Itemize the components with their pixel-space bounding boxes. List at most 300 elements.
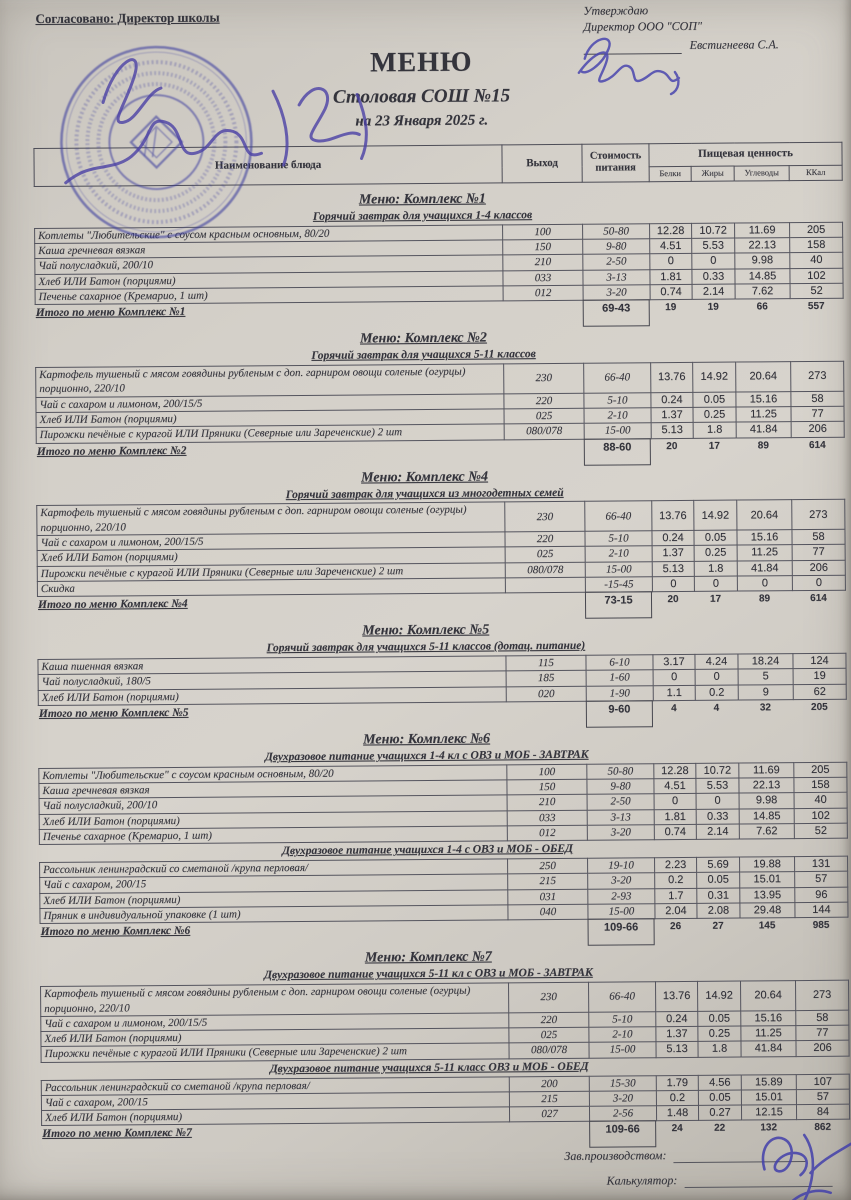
complex-total-carbs: 89 xyxy=(757,439,769,451)
dish-protein: 0 xyxy=(652,576,694,592)
dish-name: Хлеб ИЛИ Батон (порциями) xyxy=(36,409,504,428)
dish-output: 031 xyxy=(508,889,588,905)
menu-complex xyxy=(0,466,851,618)
dish-carbs: 5 xyxy=(738,669,793,685)
dish-cost: 50-80 xyxy=(587,764,654,780)
complex-total-cost: 73-15 xyxy=(585,591,652,619)
dish-name: Печенье сахарное (Кремарио, 1 шт) xyxy=(39,826,507,845)
complex-total-protein: 20 xyxy=(667,594,679,606)
menu-section xyxy=(2,841,851,925)
dish-kcal: 52 xyxy=(790,283,843,299)
complex-total-cost: 88-60 xyxy=(584,438,651,466)
dish-name: Хлеб ИЛИ Батон (порциями) xyxy=(40,890,508,909)
complex-title: Меню: Комплекс №4 xyxy=(361,469,489,486)
school-stamp-icon xyxy=(44,29,276,261)
section-subtitle: Горячий завтрак для учащихся 1-4 классов xyxy=(312,209,533,223)
dish-carbs: 7.62 xyxy=(735,283,790,299)
complex-total-label: Итого по меню Комплекс №2 xyxy=(36,444,187,458)
complex-total-protein: 24 xyxy=(671,1123,683,1135)
dish-cost: 19-10 xyxy=(588,858,655,874)
dish-protein: 5.13 xyxy=(656,1042,698,1058)
dish-cost: 3-13 xyxy=(587,809,654,825)
menu-complex xyxy=(0,620,851,727)
dish-protein: 2.04 xyxy=(655,903,697,919)
dish-output: 230 xyxy=(505,502,585,532)
dish-carbs: 18.24 xyxy=(738,654,793,670)
dish-cost: 2-50 xyxy=(583,254,650,270)
dish-kcal: 77 xyxy=(791,406,844,422)
dish-fat: 14.92 xyxy=(693,362,736,392)
dish-name: Скидка xyxy=(37,578,505,597)
dish-carbs: 9.98 xyxy=(735,253,790,269)
dish-fat: 5.53 xyxy=(696,778,739,794)
dish-kcal: 144 xyxy=(795,902,848,918)
dish-fat: 0.27 xyxy=(698,1105,741,1121)
dish-protein: 0 xyxy=(650,254,692,270)
dish-name: Хлеб ИЛИ Батон (порциями) xyxy=(37,547,505,566)
dish-name: Хлеб ИЛИ Батон (порциями) xyxy=(41,1107,509,1126)
dish-fat: 2.14 xyxy=(692,284,735,300)
dish-protein: 0.74 xyxy=(650,284,692,300)
dish-protein: 13.76 xyxy=(656,982,698,1012)
dish-output: 025 xyxy=(509,1027,589,1043)
dish-fat: 0.05 xyxy=(693,392,736,408)
complex-total-carbs: 89 xyxy=(758,593,771,605)
dish-cost: 6-10 xyxy=(586,655,653,671)
dish-name: Чай полусладкий, 180/5 xyxy=(38,671,506,690)
col-header-name: Наименование блюда xyxy=(34,145,502,187)
dish-cost: 3-20 xyxy=(588,873,655,889)
complex-total-kcal: 557 xyxy=(807,301,825,313)
dish-output: 080/078 xyxy=(509,1043,589,1059)
dish-fat: 0.05 xyxy=(694,530,737,546)
dish-output: 185 xyxy=(506,671,586,687)
dish-fat: 0.2 xyxy=(695,685,738,701)
dish-carbs: 14.85 xyxy=(735,268,790,284)
dish-output: 215 xyxy=(508,874,588,890)
dish-name: Рассольник ленинградский со сметаной /крупа перловая/ xyxy=(41,1076,509,1095)
dish-fat: 0.33 xyxy=(696,809,739,825)
dish-output: 230 xyxy=(504,363,584,393)
complex-title: Меню: Комплекс №6 xyxy=(363,731,491,748)
dish-protein: 1.81 xyxy=(650,269,692,285)
total-cost-cell xyxy=(586,701,653,723)
dish-kcal: 205 xyxy=(794,762,847,778)
dish-fat: 0.05 xyxy=(697,873,740,889)
dish-output: 040 xyxy=(508,904,588,920)
dish-carbs: 11.25 xyxy=(741,1026,796,1042)
dish-fat: 0.25 xyxy=(698,1026,741,1042)
dish-output: 012 xyxy=(507,825,587,841)
dish-kcal: 131 xyxy=(795,856,848,872)
dish-kcal: 124 xyxy=(793,653,846,669)
dish-kcal: 206 xyxy=(792,560,845,576)
dish-name: Картофель тушеный с мясом говядины рубленым с доп. гарниром овощи соленые (огурцы) порционно, 220/10 xyxy=(41,983,509,1016)
section-subtitle: Двухразовое питание учащихся 5-11 кл с ОВЗ и МОБ - ЗАВТРАК xyxy=(264,967,593,982)
dish-kcal: 77 xyxy=(796,1025,849,1041)
dish-name: Хлеб ИЛИ Батон (порциями) xyxy=(38,687,506,706)
section-subtitle: Двухразовое питание учащихся 1-4 кл с ОВЗ и МОБ - ЗАВТРАК xyxy=(264,748,589,764)
section-subtitle: Горячий завтрак для учащихся 5-11 классов (дотац. питание) xyxy=(266,640,586,655)
complex-total-carbs: 32 xyxy=(759,702,771,714)
dish-fat: 14.92 xyxy=(698,981,741,1011)
dish-fat: 10.72 xyxy=(692,223,735,239)
complex-total-carbs: 145 xyxy=(758,920,776,932)
dish-output xyxy=(505,577,585,593)
dish-name: Печенье сахарное (Кремарио, 1 шт) xyxy=(35,286,503,305)
total-cost-cell xyxy=(584,439,651,461)
dish-table xyxy=(36,499,846,597)
dish-cost: 3-20 xyxy=(589,1091,656,1107)
dish-carbs: 7.62 xyxy=(739,824,794,840)
dish-carbs: 15.16 xyxy=(741,1010,796,1026)
dish-protein: 0.24 xyxy=(652,530,694,546)
dish-cost: 3-13 xyxy=(583,269,650,285)
approver-name: Евстигнеева С.А. xyxy=(689,37,779,53)
dish-name: Чай с сахаром и лимоном, 200/15/5 xyxy=(41,1013,509,1032)
dish-fat: 0.31 xyxy=(697,888,740,904)
dish-protein: 1.37 xyxy=(652,546,694,562)
dish-carbs: 22.13 xyxy=(735,238,790,254)
dish-protein: 5.13 xyxy=(652,561,694,577)
dish-cost: 1-90 xyxy=(586,685,653,701)
dish-carbs: 13.95 xyxy=(740,887,795,903)
dish-cost: 15-00 xyxy=(588,904,655,920)
dish-carbs: 20.64 xyxy=(737,500,792,530)
dish-protein: 0 xyxy=(654,794,696,810)
dish-carbs: 9 xyxy=(738,684,793,700)
calculator-label: Калькулятор: xyxy=(606,1173,678,1189)
complex-title: Меню: Комплекс №5 xyxy=(362,622,490,639)
dish-name: Картофель тушеный с мясом говядины рубленым с доп. гарниром овощи соленые (огурцы) порционно, 220/10 xyxy=(37,502,505,535)
total-cost-cell xyxy=(585,592,652,614)
dish-cost: 15-00 xyxy=(584,423,651,439)
dish-name: Пирожки печёные с курагой ИЛИ Пряники (Северные или Зареченские) 2 шт xyxy=(36,424,504,443)
dish-protein: 1.81 xyxy=(654,809,696,825)
dish-output: 100 xyxy=(507,764,587,780)
dish-cost: -15-45 xyxy=(585,577,652,593)
dish-kcal: 58 xyxy=(791,391,844,407)
dish-kcal: 273 xyxy=(796,980,849,1010)
dish-carbs: 11.25 xyxy=(737,545,792,561)
footer-signature-block xyxy=(564,1147,844,1189)
dish-name: Каша гречневая вязкая xyxy=(35,240,503,259)
dish-kcal: 19 xyxy=(793,669,846,685)
dish-kcal: 107 xyxy=(796,1074,849,1090)
dish-kcal: 102 xyxy=(790,268,843,284)
dish-table xyxy=(35,361,845,444)
dish-fat: 0.25 xyxy=(693,407,736,423)
dish-output: 215 xyxy=(509,1091,589,1107)
dish-name: Чай с сахаром, 200/15 xyxy=(40,874,508,893)
complex-title: Меню: Комплекс №7 xyxy=(364,949,492,966)
dish-fat: 1.8 xyxy=(694,561,737,577)
col-header-output: Выход xyxy=(502,144,582,183)
approval-right-line1: Утверждаю xyxy=(583,3,649,18)
dish-cost: 3-20 xyxy=(583,285,650,301)
dish-name: Чай с сахаром и лимоном, 200/15/5 xyxy=(36,394,504,413)
total-cost-cell xyxy=(588,920,655,942)
section-subtitle: Горячий завтрак для учащихся из многодетных семей xyxy=(285,486,564,501)
dish-name: Пряник в индивидуальной упаковке (1 шт) xyxy=(40,905,508,924)
dish-protein: 0.2 xyxy=(656,1090,698,1106)
dish-cost: 15-00 xyxy=(589,1042,656,1058)
col-header-kcal: ККал xyxy=(789,165,842,180)
complex-total-label: Итого по меню Комплекс №7 xyxy=(42,1127,192,1141)
dish-kcal: 84 xyxy=(796,1104,849,1120)
dish-fat: 1.8 xyxy=(698,1041,741,1057)
complex-total-fat: 27 xyxy=(712,921,724,933)
complex-title: Меню: Комплекс №1 xyxy=(358,191,486,208)
dish-output: 230 xyxy=(509,982,589,1012)
dish-carbs: 12.15 xyxy=(741,1105,796,1121)
dish-output: 200 xyxy=(509,1076,589,1092)
dish-output: 025 xyxy=(504,408,584,424)
complex-total-label: Итого по меню Комплекс №1 xyxy=(35,306,186,320)
approval-right-line2: Директор ООО "СОП" xyxy=(583,18,703,34)
menu-section xyxy=(3,965,851,1063)
dish-cost: 2-10 xyxy=(584,408,651,424)
dish-table xyxy=(39,856,848,925)
complex-total-fat: 17 xyxy=(709,593,722,605)
menu-complex xyxy=(1,729,851,946)
dish-name: Хлеб ИЛИ Батон (порциями) xyxy=(39,811,507,830)
dish-cost: 2-50 xyxy=(587,794,654,810)
dish-cost: 9-80 xyxy=(583,239,650,255)
dish-protein: 1.37 xyxy=(651,407,693,423)
dish-carbs: 11.69 xyxy=(735,222,790,238)
dish-carbs: 9.98 xyxy=(739,793,794,809)
section-subtitle: Двухразовое питание учащихся 1-4 с ОВЗ и МОБ - ОБЕД xyxy=(282,843,573,858)
menu-section xyxy=(0,638,851,706)
complex-total-kcal: 205 xyxy=(810,701,828,713)
dish-cost: 66-40 xyxy=(585,501,652,531)
total-output-empty xyxy=(504,439,584,461)
dish-protein: 0.24 xyxy=(651,392,693,408)
dish-cost: 2-10 xyxy=(589,1027,656,1043)
dish-cost: 15-00 xyxy=(585,561,652,577)
dish-name: Пирожки печёные с курагой ИЛИ Пряники (Северные или Зареченские) 2 шт xyxy=(41,1043,509,1062)
dish-protein: 4.51 xyxy=(650,238,692,254)
dish-protein: 12.28 xyxy=(650,223,692,239)
dish-fat: 0.25 xyxy=(694,545,737,561)
dish-name: Чай полусладкий, 200/10 xyxy=(35,255,503,274)
dish-cost: 5-10 xyxy=(589,1012,656,1028)
dish-output: 210 xyxy=(503,255,583,271)
dish-protein: 12.28 xyxy=(654,763,696,779)
production-signature-rule xyxy=(673,1149,805,1163)
dish-fat: 0 xyxy=(695,669,738,685)
dish-fat: 0.05 xyxy=(698,1090,741,1106)
dish-carbs: 41.84 xyxy=(737,560,792,576)
dish-name: Картофель тушеный с мясом говядины рубленым с доп. гарниром овощи соленые (огурцы) порционно, 220/10 xyxy=(36,364,504,397)
dish-carbs: 14.85 xyxy=(739,808,794,824)
dish-output: 033 xyxy=(507,810,587,826)
dish-name: Котлеты "Любительские" с соусом красным основным, 80/20 xyxy=(39,765,507,784)
dish-fat: 5.69 xyxy=(697,857,740,873)
dish-fat: 4.24 xyxy=(695,654,738,670)
dish-kcal: 57 xyxy=(796,1089,849,1105)
dish-carbs: 15.01 xyxy=(741,1089,796,1105)
complex-total-fat: 4 xyxy=(713,702,720,714)
complex-total-protein: 19 xyxy=(665,302,677,314)
dish-protein: 0.74 xyxy=(654,824,696,840)
menu-section xyxy=(1,747,851,846)
approval-left-label: Согласовано: Директор школы xyxy=(35,9,220,27)
dish-name: Чай с сахаром и лимоном, 200/15/5 xyxy=(37,532,505,551)
dish-cost: 66-40 xyxy=(584,363,651,393)
total-output-empty xyxy=(503,301,583,323)
dish-protein: 4.51 xyxy=(654,779,696,795)
complex-total-kcal: 614 xyxy=(810,593,827,605)
total-cost-cell xyxy=(583,300,650,322)
col-header-carbs: Углеводы xyxy=(734,165,789,180)
dish-protein: 13.76 xyxy=(651,362,693,392)
dish-name: Хлеб ИЛИ Батон (порциями) xyxy=(35,270,503,289)
complex-total-fat: 17 xyxy=(708,440,720,452)
dish-output: 220 xyxy=(504,393,584,409)
dish-name: Чай полусладкий, 200/10 xyxy=(39,795,507,814)
dish-table xyxy=(40,980,850,1063)
dish-kcal: 205 xyxy=(790,222,843,238)
dish-cost: 9-80 xyxy=(587,779,654,795)
complex-total-protein: 4 xyxy=(671,703,677,715)
dish-output: 115 xyxy=(506,655,586,671)
dish-kcal: 58 xyxy=(796,1010,849,1026)
dish-fat: 5.53 xyxy=(692,238,735,254)
dish-cost: 50-80 xyxy=(583,223,650,239)
complex-total-fat: 19 xyxy=(707,301,719,313)
dish-output: 100 xyxy=(503,224,583,240)
dish-protein: 13.76 xyxy=(652,501,694,531)
col-header-nutrition: Пищевая ценность xyxy=(649,142,842,167)
dish-kcal: 273 xyxy=(791,361,844,391)
dish-name: Котлеты "Любительские" с соусом красным основным, 80/20 xyxy=(35,225,503,244)
dish-name: Пирожки печёные с курагой ИЛИ Пряники (Северные или Зареченские) 2 шт xyxy=(37,562,505,581)
dish-carbs: 20.64 xyxy=(741,981,796,1011)
dish-output: 220 xyxy=(509,1012,589,1028)
complex-total-cost: 109-66 xyxy=(589,1121,656,1149)
dish-kcal: 102 xyxy=(794,808,847,824)
dish-cost: 66-40 xyxy=(589,982,656,1012)
total-output-empty xyxy=(506,702,586,724)
complex-total-cost: 69-43 xyxy=(583,299,650,327)
dish-carbs: 41.84 xyxy=(736,422,791,438)
menu-complex xyxy=(0,328,850,465)
page-title: МЕНЮ xyxy=(369,46,473,79)
complex-total-cost: 109-66 xyxy=(588,919,655,947)
complex-total-kcal: 862 xyxy=(814,1122,832,1134)
dish-kcal: 52 xyxy=(794,823,847,839)
dish-fat: 2.14 xyxy=(696,824,739,840)
section-subtitle: Горячий завтрак для учащихся 5-11 классов xyxy=(311,348,536,363)
dish-output: 027 xyxy=(509,1106,589,1122)
menu-section xyxy=(0,484,851,597)
dish-kcal: 58 xyxy=(792,529,845,545)
dish-output: 020 xyxy=(506,686,586,702)
dish-carbs: 15.16 xyxy=(737,530,792,546)
section-subtitle: Двухразовое питание учащихся 5-11 класс ОВЗ и МОБ - ОБЕД xyxy=(269,1060,589,1075)
col-header-protein: Белки xyxy=(649,166,691,181)
complex-title: Меню: Комплекс №2 xyxy=(359,330,487,347)
dish-protein: 2.23 xyxy=(655,858,697,874)
dish-carbs: 29.48 xyxy=(740,903,795,919)
dish-output: 250 xyxy=(508,858,588,874)
dish-fat: 0.33 xyxy=(692,269,735,285)
dish-fat: 0 xyxy=(692,253,735,269)
dish-kcal: 57 xyxy=(795,872,848,888)
dish-kcal: 62 xyxy=(793,684,846,700)
page-subtitle: Столовая СОШ №15 xyxy=(332,85,511,108)
complex-total-fat: 22 xyxy=(714,1123,726,1135)
dish-output: 012 xyxy=(503,285,583,301)
dish-name: Каша пшенная вязкая xyxy=(38,656,506,675)
dish-protein: 0 xyxy=(653,670,695,686)
dish-protein: 1.7 xyxy=(655,888,697,904)
dish-kcal: 0 xyxy=(792,575,845,591)
dish-output: 220 xyxy=(505,531,585,547)
dish-fat: 14.92 xyxy=(694,500,737,530)
dish-carbs: 41.84 xyxy=(741,1041,796,1057)
menu-section xyxy=(0,346,850,444)
dish-output: 080/078 xyxy=(505,562,585,578)
dish-output: 033 xyxy=(503,270,583,286)
dish-carbs: 11.25 xyxy=(736,407,791,423)
dish-table xyxy=(41,1073,850,1126)
dish-carbs: 20.64 xyxy=(736,362,791,392)
approval-right-block xyxy=(583,2,779,54)
col-header-fat: Жиры xyxy=(691,166,734,181)
complex-total-cost: 9-60 xyxy=(586,700,653,728)
dish-fat: 0 xyxy=(696,794,739,810)
menu-complex xyxy=(3,947,851,1148)
dish-cost: 5-10 xyxy=(584,392,651,408)
complex-total-label: Итого по меню Комплекс №4 xyxy=(37,598,188,612)
dish-output: 080/078 xyxy=(504,423,584,439)
dish-output: 210 xyxy=(507,795,587,811)
complex-total-label: Итого по меню Комплекс №6 xyxy=(40,925,191,939)
dish-table xyxy=(38,762,848,846)
calculator-signature-rule xyxy=(684,1174,832,1188)
dish-protein: 1.1 xyxy=(653,685,695,701)
dish-carbs: 22.13 xyxy=(739,778,794,794)
dish-kcal: 96 xyxy=(795,887,848,903)
dish-protein: 0.2 xyxy=(655,873,697,889)
complex-total-carbs: 66 xyxy=(756,301,768,313)
dish-kcal: 40 xyxy=(790,252,843,268)
dish-cost: 2-10 xyxy=(585,546,652,562)
dish-kcal: 206 xyxy=(796,1041,849,1057)
dish-protein: 3.17 xyxy=(653,654,695,670)
dish-fat: 0 xyxy=(694,576,737,592)
dish-carbs: 11.69 xyxy=(739,762,794,778)
dish-name: Рассольник ленинградский со сметаной /крупа перловая/ xyxy=(40,859,508,878)
dish-cost: 1-60 xyxy=(586,670,653,686)
dish-fat: 4.56 xyxy=(698,1075,741,1091)
complex-total-protein: 26 xyxy=(669,921,682,933)
dish-carbs: 15.01 xyxy=(740,872,795,888)
dish-fat: 10.72 xyxy=(696,763,739,779)
dish-cost: 3-20 xyxy=(587,825,654,841)
dish-carbs: 15.89 xyxy=(741,1074,796,1090)
complex-total-protein: 20 xyxy=(666,440,678,452)
dish-fat: 1.8 xyxy=(693,422,736,438)
total-output-empty xyxy=(508,920,588,942)
total-cost-cell xyxy=(589,1122,656,1144)
dish-kcal: 273 xyxy=(792,500,845,530)
complex-total-kcal: 614 xyxy=(808,439,826,451)
signature-rule xyxy=(584,41,682,55)
